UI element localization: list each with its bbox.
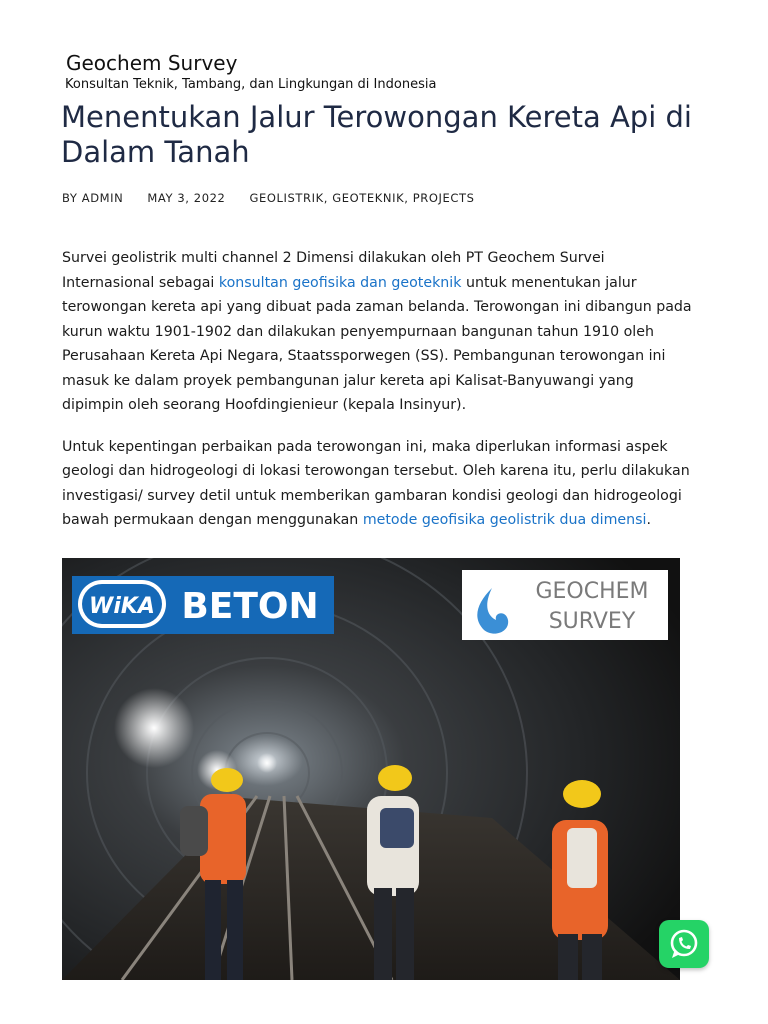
paragraph-2-text-a: Untuk kepentingan perbaikan pada terowongan ini, maka diperlukan informasi aspek geologi dan hidrogeologi di lokasi terowongan tersebut. Oleh karena itu, perlu dilakukan investigasi/ survey detil untuk memberikan gambaran kondisi geologi dan hidrogeologi bawah permukaan dengan menggunakan (62, 438, 690, 528)
whatsapp-button[interactable] (659, 920, 709, 968)
tunnel-photo (62, 558, 680, 980)
site-tagline: Konsultan Teknik, Tambang, dan Lingkungan di Indonesia (65, 77, 437, 92)
paragraph-2 (62, 435, 692, 533)
paragraph-1-text-a: Survei geolistrik multi channel 2 Dimensi dilakukan oleh PT Geochem Survei Internasional sebagai (62, 250, 605, 291)
wika-text: WiKA (89, 594, 155, 619)
paragraph-1-text-b: untuk menentukan jalur terowongan kereta api yang dibuat pada zaman belanda. Terowongan ini dibangun pada kurun waktu 1901-1902 dan dilakukan penyempurnaan bangunan tahun 1910 oleh Perusahaan Kereta Api Negara, Staatssporwegen (SS). Pembangunan terowongan ini masuk ke dalam proyek pembangunan jalur kereta api Kalisat-Banyuwangi yang dipimpin oleh seorang Hoofdingienieur (kepala Insinyur). (62, 274, 692, 413)
wika-beton-logo (72, 576, 334, 634)
site-header (66, 50, 436, 94)
link-konsultan-geofisika[interactable]: konsultan geofisika dan geoteknik (218, 274, 462, 291)
post-title: Menentukan Jalur Terowongan Kereta Api di Dalam Tanah (61, 100, 692, 169)
post-content (62, 246, 692, 550)
whatsapp-icon (667, 927, 701, 961)
paragraph-2-text-b: . (646, 512, 651, 528)
post-meta (62, 191, 475, 205)
survey-text: SURVEY (548, 609, 636, 634)
geochem-survey-logo (462, 570, 668, 640)
site-title[interactable]: Geochem Survey (66, 51, 238, 75)
post-categories[interactable]: GEOLISTRIK, GEOTEKNIK, PROJECTS (249, 191, 475, 205)
post-author[interactable]: BY ADMIN (62, 191, 124, 205)
post-date[interactable]: MAY 3, 2022 (147, 191, 226, 205)
tunnel-photo-illustration (62, 558, 680, 980)
beton-text: BETON (181, 586, 319, 627)
link-metode-geolistrik[interactable]: metode geofisika geolistrik dua dimensi (362, 512, 647, 528)
paragraph-1 (62, 246, 692, 418)
geochem-text: GEOCHEM (535, 579, 649, 604)
